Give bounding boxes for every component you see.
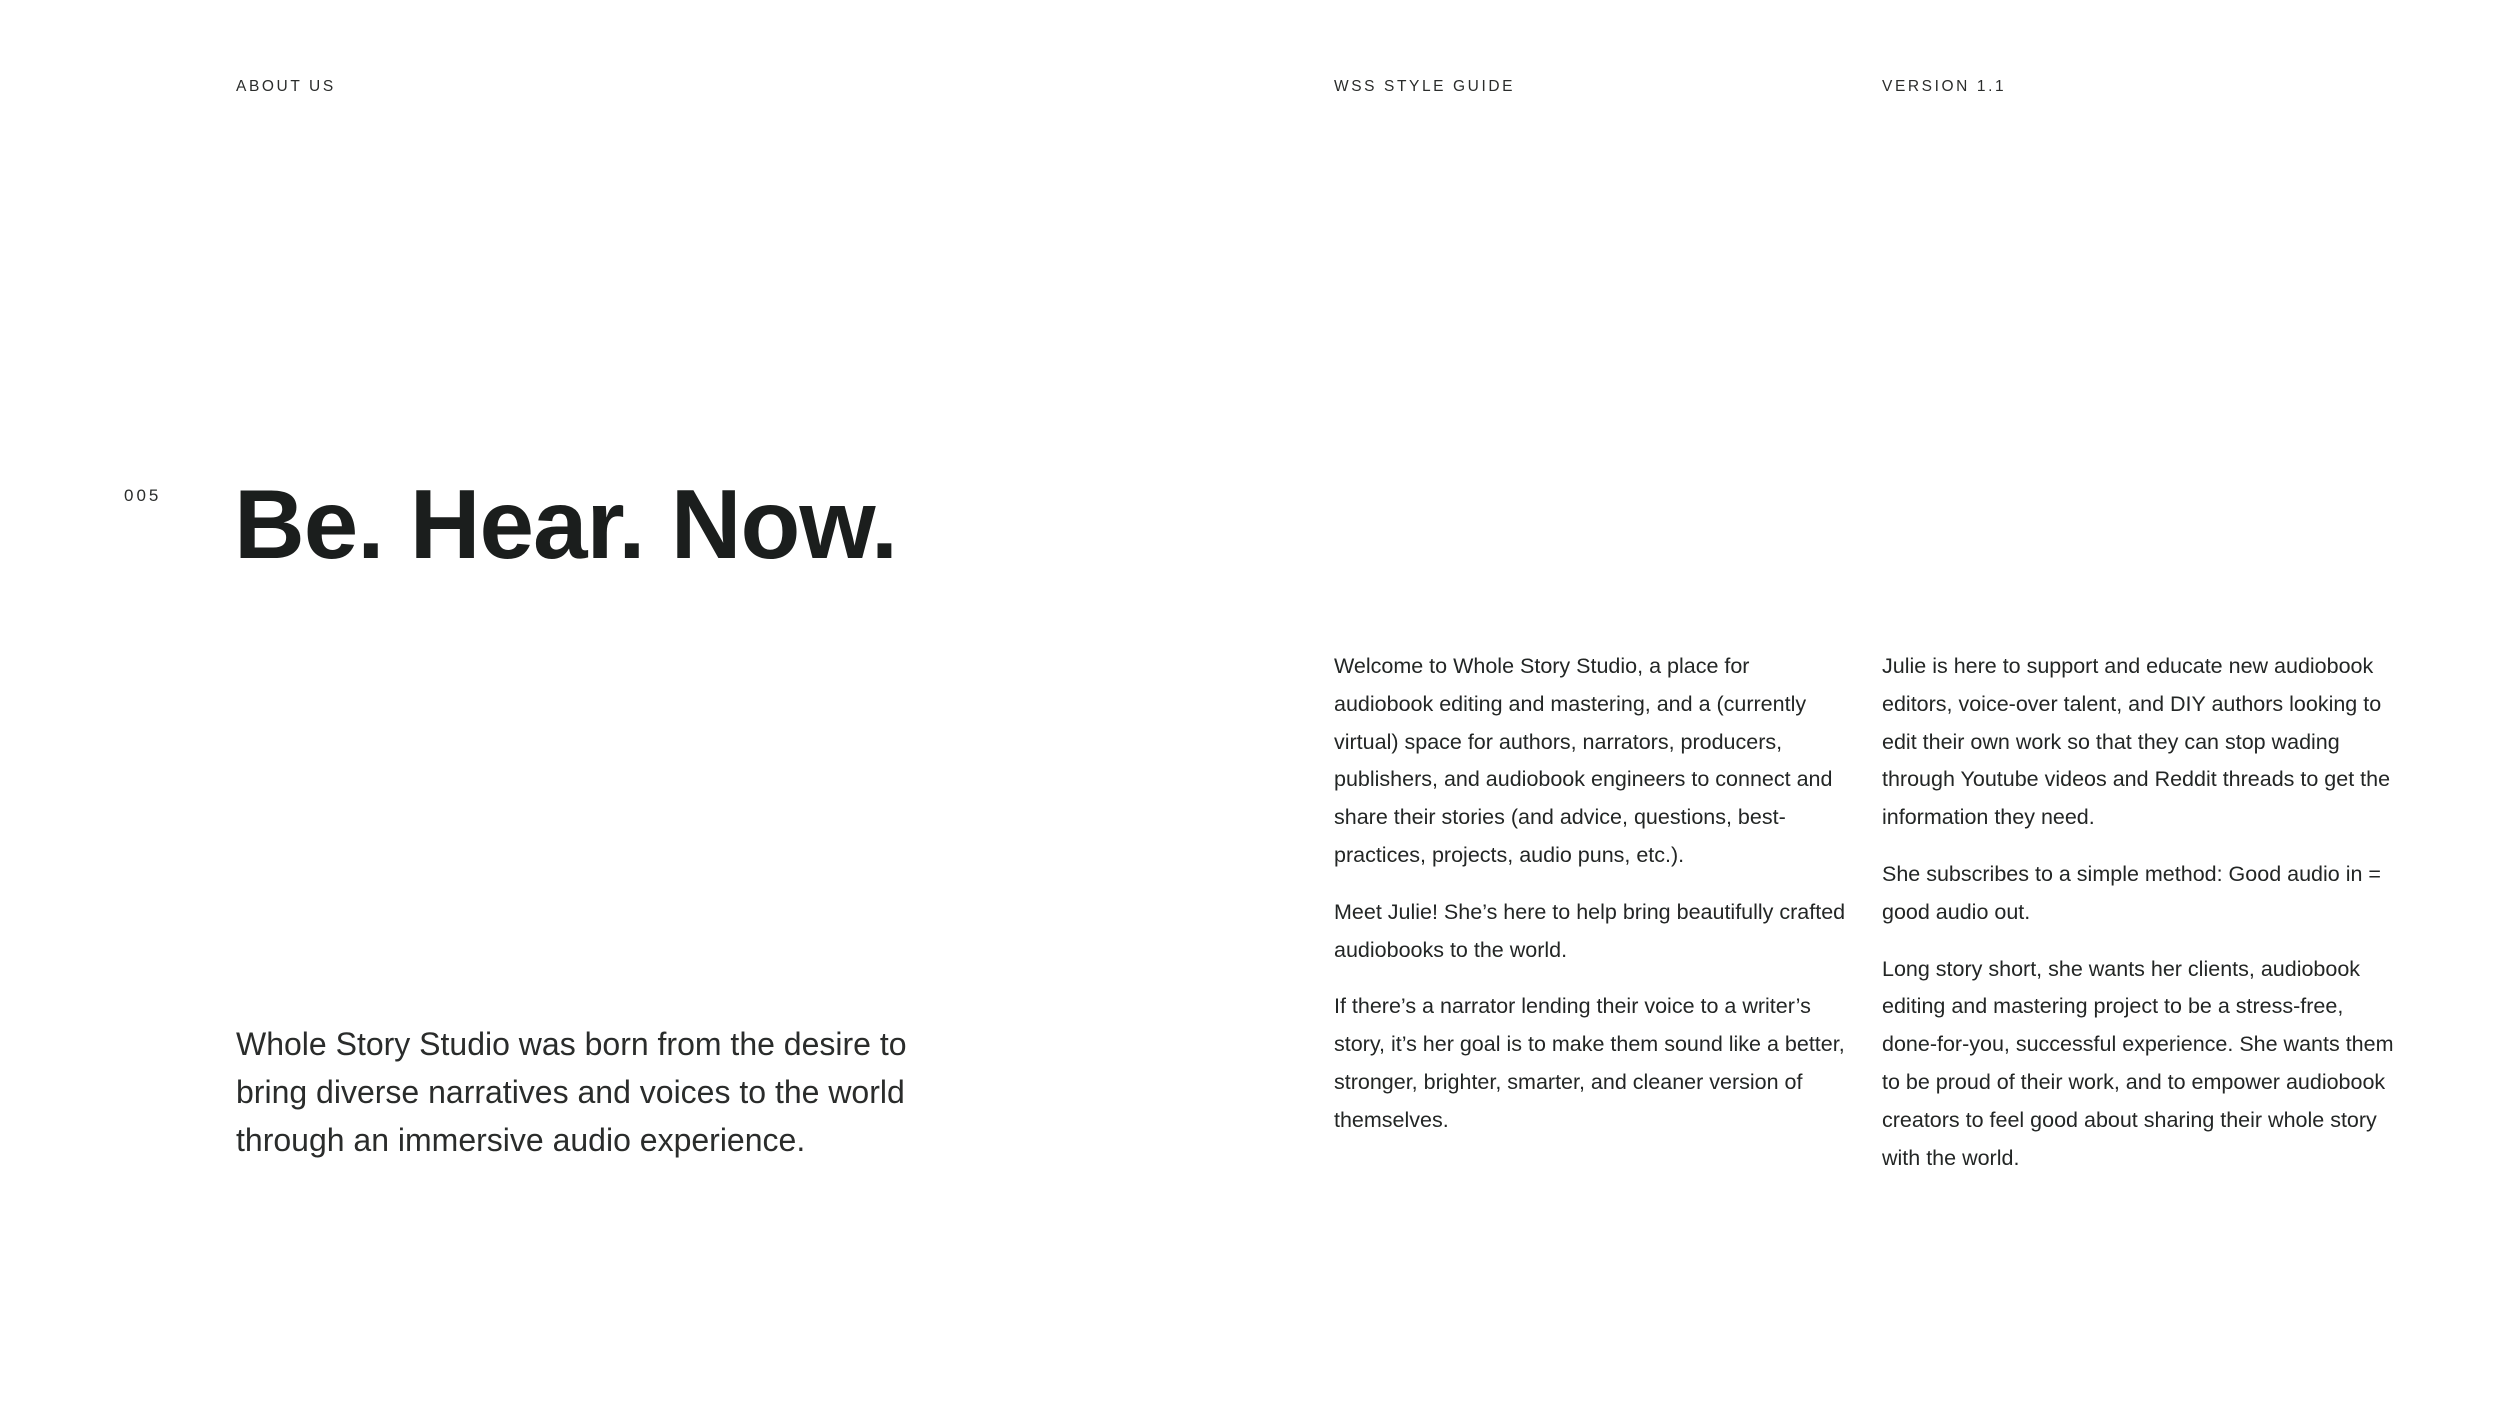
body-paragraph: She subscribes to a simple method: Good audio in = good audio out.: [1882, 861, 2381, 924]
body-column-left: [1334, 648, 1852, 1159]
page-headline: Be. Hear. Now.: [234, 469, 898, 579]
body-paragraph: Welcome to Whole Story Studio, a place for audiobook editing and mastering, and a (currently virtual) space for authors, narrators, producers, publishers, and audiobook engineers to connect and share their stories (and advice, questions, best-practices, projects, audio puns, etc.).: [1334, 654, 1833, 867]
body-column-right: [1882, 648, 2400, 1196]
lead-paragraph: Whole Story Studio was born from the desire to bring diverse narratives and voices to the world through an immersive audio experience.: [236, 1026, 907, 1158]
body-paragraph: Meet Julie! She’s here to help bring beautifully crafted audiobooks to the world.: [1334, 899, 1846, 962]
body-paragraph: Long story short, she wants her clients, audiobook editing and mastering project to be a stress-free, done-for-you, successful experience. She wants them to be proud of their work, and to empower audiobook creators to feel good about sharing their whole story with the world.: [1882, 956, 2394, 1170]
document-title: WSS STYLE GUIDE: [1334, 78, 1516, 95]
body-paragraph: If there’s a narrator lending their voice to a writer’s story, it’s her goal is to make them sound like a better, stronger, brighter, smarter, and cleaner version of themselves.: [1334, 994, 1845, 1132]
section-label: ABOUT US: [236, 78, 336, 95]
page-number: 005: [124, 486, 162, 505]
body-paragraph: Julie is here to support and educate new audiobook editors, voice-over talent, and DIY authors looking to edit their own work so that they can stop wading through Youtube videos and Reddit threads to get the information they need.: [1882, 654, 2391, 830]
version-label: VERSION 1.1: [1882, 78, 2007, 95]
